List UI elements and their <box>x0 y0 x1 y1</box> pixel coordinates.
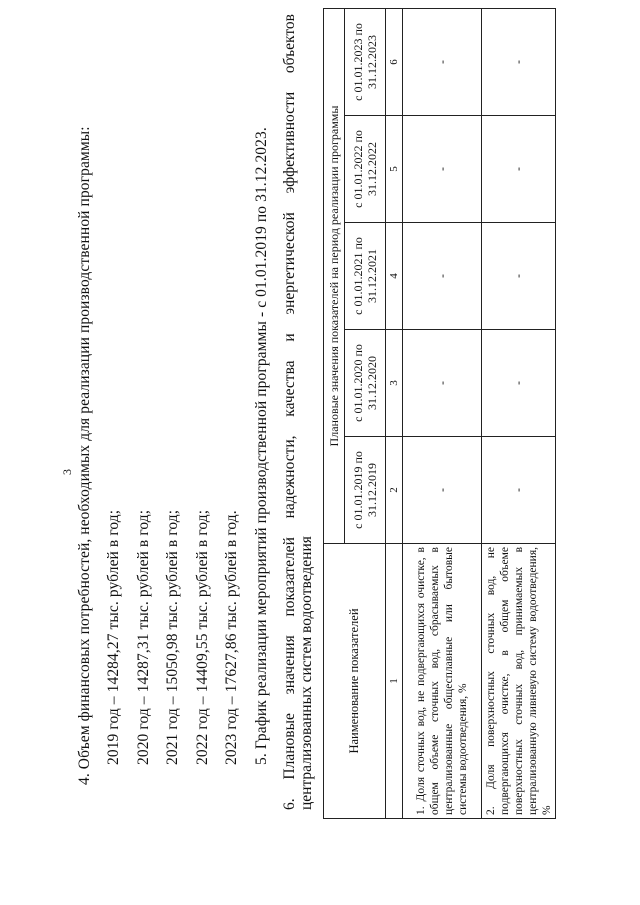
indicator-value: - <box>403 8 482 115</box>
paragraph-schedule: 5. График реализации мероприятий производственной программы - с 01.01.2019 по 31.12.2023. <box>253 127 270 765</box>
name-column-header: Наименование показателей <box>324 544 386 819</box>
column-number: 6 <box>386 8 403 115</box>
period-header: с 01.01.2023 по 31.12.2023 <box>345 8 386 115</box>
page-number: 3 <box>60 469 74 475</box>
year-line: 2020 год – 14287,31 тыс. рублей в год; <box>135 509 152 765</box>
indicator-value: - <box>403 223 482 330</box>
indicators-table <box>323 8 556 819</box>
planned-values-header: Плановые значения показателей на период реализации программы <box>324 8 345 543</box>
table-row <box>482 8 556 818</box>
year-line: 2023 год – 17627,86 тыс. рублей в год. <box>223 510 240 765</box>
year-line: 2022 год – 14409,55 тыс. рублей в год; <box>194 509 211 765</box>
indicator-value: - <box>403 116 482 223</box>
column-number: 3 <box>386 330 403 437</box>
indicator-value: - <box>482 330 556 437</box>
indicator-value: - <box>403 330 482 437</box>
paragraph-indicators-heading <box>281 14 315 810</box>
heading-line-2: централизованных систем водоотведения <box>298 536 315 810</box>
column-number: 1 <box>386 544 403 819</box>
period-header: с 01.01.2019 по 31.12.2019 <box>345 437 386 544</box>
indicator-value: - <box>482 437 556 544</box>
period-header: с 01.01.2020 по 31.12.2020 <box>345 330 386 437</box>
year-line: 2021 год – 15050,98 тыс. рублей в год; <box>164 509 181 765</box>
column-number: 5 <box>386 116 403 223</box>
column-number: 4 <box>386 223 403 330</box>
table-row <box>403 8 482 818</box>
heading-line-1: 6. Плановые значения показателей надежности, качества и энергетической эффективности объектов <box>281 14 298 810</box>
indicator-value: - <box>482 8 556 115</box>
indicator-name: 2. Доля поверхностных сточных вод, не подвергающихся очистке, в общем объеме поверхностных сточных вод, принимаемых в централизованную ливневую систему водоотведения, % <box>482 544 556 819</box>
period-header: с 01.01.2022 по 31.12.2022 <box>345 116 386 223</box>
column-number: 2 <box>386 437 403 544</box>
paragraph-financial-needs: 4. Объем финансовых потребностей, необходимых для реализации производственной программы: <box>76 126 93 785</box>
indicator-value: - <box>482 223 556 330</box>
indicator-name: 1. Доля сточных вод, не подвергающихся очистке, в общем объеме сточных вод, сбрасываемых в централизованные общесплавные или бытовые системы водоотведения, % <box>403 544 482 819</box>
year-line: 2019 год – 14284,27 тыс. рублей в год; <box>105 509 122 765</box>
indicator-value: - <box>403 437 482 544</box>
indicator-value: - <box>482 116 556 223</box>
period-header: с 01.01.2021 по 31.12.2021 <box>345 223 386 330</box>
